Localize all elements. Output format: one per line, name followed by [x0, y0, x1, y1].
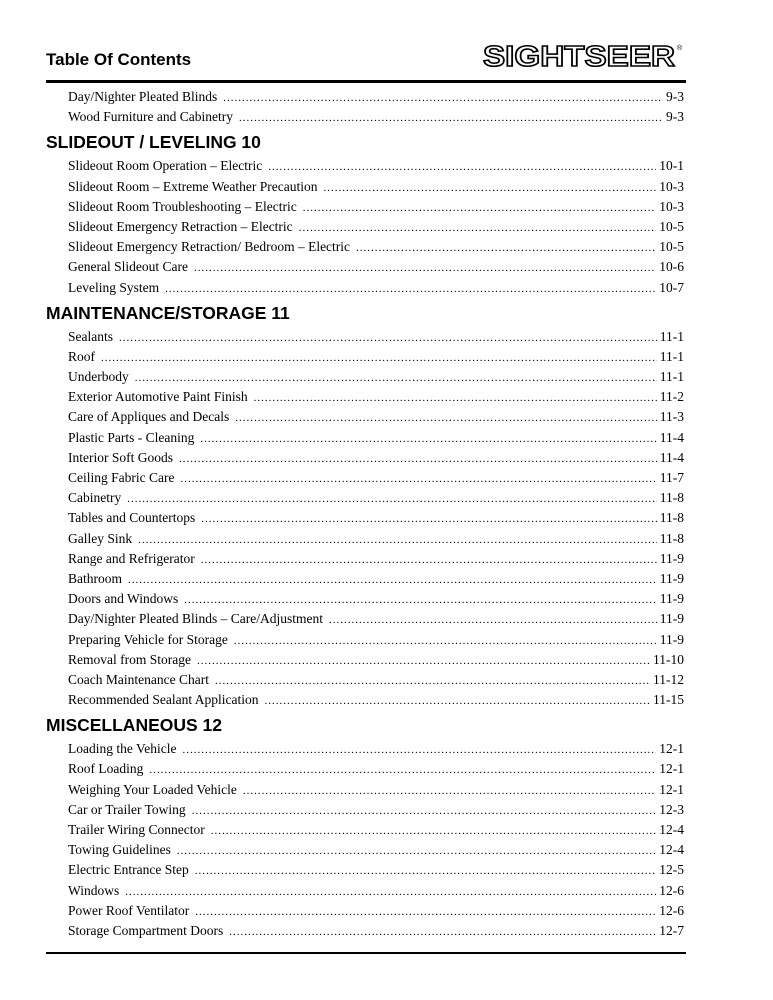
toc-entry-title: Day/Nighter Pleated Blinds — [68, 89, 218, 104]
toc-entry[interactable] — [46, 347, 684, 367]
toc-entry-title: Slideout Room – Extreme Weather Precaution — [68, 178, 318, 194]
toc-entry[interactable] — [46, 609, 684, 629]
dot-leader — [184, 590, 657, 610]
toc-entry[interactable] — [46, 569, 684, 589]
dot-leader — [329, 610, 657, 630]
toc-entry-page: 11-7 — [659, 470, 684, 485]
dot-leader — [234, 631, 657, 651]
dot-leader — [239, 108, 663, 128]
toc-entry[interactable] — [46, 107, 684, 127]
toc-entry-title: Exterior Automotive Paint Finish — [68, 389, 248, 405]
toc-entry-title: Ceiling Fabric Care — [68, 470, 175, 485]
toc-entry-title: Slideout Emergency Retraction/ Bedroom – Electric — [68, 239, 351, 255]
toc-entry-title: Coach Maintenance Chart — [68, 671, 209, 687]
dot-leader — [194, 258, 656, 278]
dot-leader — [200, 429, 656, 449]
toc-entry[interactable] — [46, 739, 684, 759]
sightseer-logo — [481, 38, 686, 72]
dot-leader — [201, 550, 657, 570]
toc-entry[interactable] — [46, 901, 684, 921]
toc-entry-title: Underbody — [68, 369, 129, 385]
toc-entry-title: Electric Entrance Step — [68, 862, 189, 878]
toc-entry[interactable] — [46, 217, 684, 237]
toc-entry-page: 12-3 — [659, 801, 684, 817]
toc-entry-page: 10-5 — [659, 218, 684, 234]
section-heading: SLIDEOUT / LEVELING 10 — [46, 132, 261, 153]
toc-entry[interactable] — [46, 670, 684, 690]
dot-leader — [201, 509, 656, 529]
toc-entry-title: Plastic Parts - Cleaning — [68, 429, 195, 445]
header-rule — [46, 80, 686, 83]
toc-entry-page: 10-7 — [659, 279, 684, 295]
toc-entry[interactable] — [46, 549, 684, 569]
toc-entry[interactable] — [46, 156, 684, 176]
dot-leader — [195, 861, 657, 881]
toc-entry-page: 9-3 — [666, 89, 684, 104]
toc-entry-title: Weighing Your Loaded Vehicle — [68, 781, 237, 797]
dot-leader — [254, 388, 657, 408]
toc-entry-page: 11-8 — [659, 490, 684, 506]
toc-entry-page: 11-10 — [653, 651, 684, 667]
toc-entry-page: 10-3 — [659, 178, 684, 194]
dot-leader — [195, 902, 656, 922]
dot-leader — [243, 781, 656, 801]
toc-entry[interactable] — [46, 589, 684, 609]
toc-entry[interactable] — [46, 387, 684, 407]
toc-entry[interactable] — [46, 468, 684, 488]
dot-leader — [138, 530, 657, 550]
page-header — [46, 38, 686, 78]
toc-entry-page: 9-3 — [666, 109, 684, 125]
dot-leader — [323, 178, 656, 198]
toc-entry[interactable] — [46, 881, 684, 901]
toc-entry[interactable] — [46, 197, 684, 217]
toc-entry-page: 11-8 — [659, 510, 684, 526]
toc-entry-page: 11-9 — [659, 591, 684, 607]
toc-entry-title: Day/Nighter Pleated Blinds – Care/Adjustment — [68, 611, 323, 627]
toc-entry[interactable] — [46, 367, 684, 387]
toc-entry-title: Windows — [68, 882, 120, 898]
toc-entry-title: Loading the Vehicle — [68, 741, 177, 757]
toc-entry-title: Slideout Room Troubleshooting – Electric — [68, 198, 297, 214]
toc-entry-title: Wood Furniture and Cabinetry — [68, 109, 234, 125]
toc-entry-title: Slideout Room Operation – Electric — [68, 158, 263, 174]
toc-entry[interactable] — [46, 690, 684, 710]
toc-entry-page: 11-8 — [659, 530, 684, 546]
dot-leader — [101, 348, 657, 368]
toc-entry-page: 12-1 — [659, 761, 684, 777]
toc-entry-title: Slideout Emergency Retraction – Electric — [68, 218, 293, 234]
toc-entry-title: Removal from Storage — [68, 651, 191, 667]
svg-text:®: ® — [677, 45, 683, 52]
toc-entry[interactable] — [46, 448, 684, 468]
dot-leader — [180, 469, 656, 489]
toc-entry-page: 10-6 — [659, 259, 684, 275]
toc-entry-title: Bathroom — [68, 570, 122, 586]
toc-entry[interactable] — [46, 407, 684, 427]
toc-entry-page: 11-2 — [659, 389, 684, 405]
toc-entry[interactable] — [46, 759, 684, 779]
dot-leader — [182, 740, 656, 760]
toc-entry-title: Towing Guidelines — [68, 842, 171, 858]
dot-leader — [303, 198, 657, 218]
toc-entry[interactable] — [46, 87, 684, 107]
toc-entry-page: 11-1 — [659, 328, 684, 344]
dot-leader — [128, 570, 657, 590]
toc-entry-page: 11-1 — [659, 369, 684, 385]
toc-entry[interactable] — [46, 840, 684, 860]
dot-leader — [177, 841, 656, 861]
toc-entry-title: General Slideout Care — [68, 259, 188, 275]
toc-entry[interactable] — [46, 630, 684, 650]
dot-leader — [149, 760, 656, 780]
dot-leader — [223, 88, 663, 108]
toc-entry[interactable] — [46, 237, 684, 257]
toc-entry-page: 12-1 — [659, 781, 684, 797]
dot-leader — [135, 368, 657, 388]
dot-leader — [229, 922, 656, 942]
dot-leader — [127, 489, 657, 509]
dot-leader — [197, 651, 650, 671]
svg-text:SIGHTSEER: SIGHTSEER — [483, 41, 676, 72]
toc-entry-page: 12-6 — [659, 902, 684, 918]
toc-entry-title: Tables and Countertops — [68, 510, 196, 526]
dot-leader — [165, 279, 656, 299]
toc-entry-page: 11-4 — [659, 429, 684, 445]
toc-entry[interactable] — [46, 177, 684, 197]
section-heading: MISCELLANEOUS 12 — [46, 715, 222, 736]
toc-entry-title: Cabinetry — [68, 490, 122, 506]
toc-entry-page: 11-9 — [659, 631, 684, 647]
toc-entry[interactable] — [46, 921, 684, 941]
toc-entry[interactable] — [46, 488, 684, 508]
dot-leader — [179, 449, 657, 469]
toc-entry-page: 11-12 — [653, 671, 684, 687]
dot-leader — [125, 882, 656, 902]
toc-entry-page: 12-1 — [659, 741, 684, 757]
table-of-contents — [46, 87, 684, 941]
toc-entry-page: 11-1 — [659, 348, 684, 364]
dot-leader — [356, 238, 656, 258]
toc-entry-title: Care of Appliques and Decals — [68, 409, 230, 425]
page-title: Table Of Contents — [46, 50, 192, 69]
toc-entry-page: 10-1 — [659, 158, 684, 174]
toc-entry-title: Car or Trailer Towing — [68, 801, 186, 817]
toc-entry-title: Interior Soft Goods — [68, 449, 173, 465]
toc-entry[interactable] — [46, 820, 684, 840]
toc-entry-page: 11-15 — [653, 692, 684, 708]
toc-entry-title: Sealants — [68, 328, 113, 344]
dot-leader — [268, 157, 656, 177]
toc-entry-page: 12-7 — [659, 922, 684, 938]
toc-entry-page: 11-9 — [659, 570, 684, 586]
toc-entry-page: 11-4 — [659, 449, 684, 465]
dot-leader — [215, 671, 650, 691]
toc-entry-title: Preparing Vehicle for Storage — [68, 631, 228, 647]
dot-leader — [299, 218, 657, 238]
toc-entry-title: Trailer Wiring Connector — [68, 822, 205, 837]
dot-leader — [192, 801, 657, 821]
toc-entry-page: 11-9 — [659, 611, 684, 627]
toc-entry[interactable] — [46, 257, 684, 277]
toc-entry-title: Leveling System — [68, 279, 160, 295]
toc-entry-title: Roof Loading — [68, 761, 144, 777]
toc-entry-page: 12-6 — [659, 882, 684, 898]
toc-entry[interactable] — [46, 428, 684, 448]
toc-entry[interactable] — [46, 508, 684, 528]
toc-entry-title: Power Roof Ventilator — [68, 902, 190, 918]
toc-entry-page: 11-3 — [659, 409, 684, 425]
toc-entry[interactable] — [46, 529, 684, 549]
toc-entry-page: 12-4 — [659, 822, 684, 837]
dot-leader — [264, 691, 650, 711]
toc-entry-page: 12-5 — [659, 862, 684, 878]
toc-entry-page: 10-5 — [659, 239, 684, 255]
toc-entry-page: 11-9 — [659, 550, 684, 566]
toc-entry[interactable] — [46, 780, 684, 800]
toc-entry-title: Range and Refrigerator — [68, 550, 195, 566]
section-heading: MAINTENANCE/STORAGE 11 — [46, 302, 290, 323]
dot-leader — [119, 328, 657, 348]
toc-entry-title: Roof — [68, 348, 95, 364]
toc-entry[interactable] — [46, 860, 684, 880]
toc-entry-title: Galley Sink — [68, 530, 133, 546]
toc-entry[interactable] — [46, 327, 684, 347]
toc-entry-title: Doors and Windows — [68, 591, 179, 607]
dot-leader — [211, 821, 657, 841]
dot-leader — [235, 408, 657, 428]
toc-entry-page: 12-4 — [659, 842, 684, 858]
toc-entry-title: Recommended Sealant Application — [68, 692, 259, 708]
toc-entry[interactable] — [46, 278, 684, 298]
toc-entry-title: Storage Compartment Doors — [68, 922, 224, 938]
toc-entry-page: 10-3 — [659, 198, 684, 214]
footer-rule — [46, 952, 686, 954]
toc-entry[interactable] — [46, 650, 684, 670]
toc-entry[interactable] — [46, 800, 684, 820]
